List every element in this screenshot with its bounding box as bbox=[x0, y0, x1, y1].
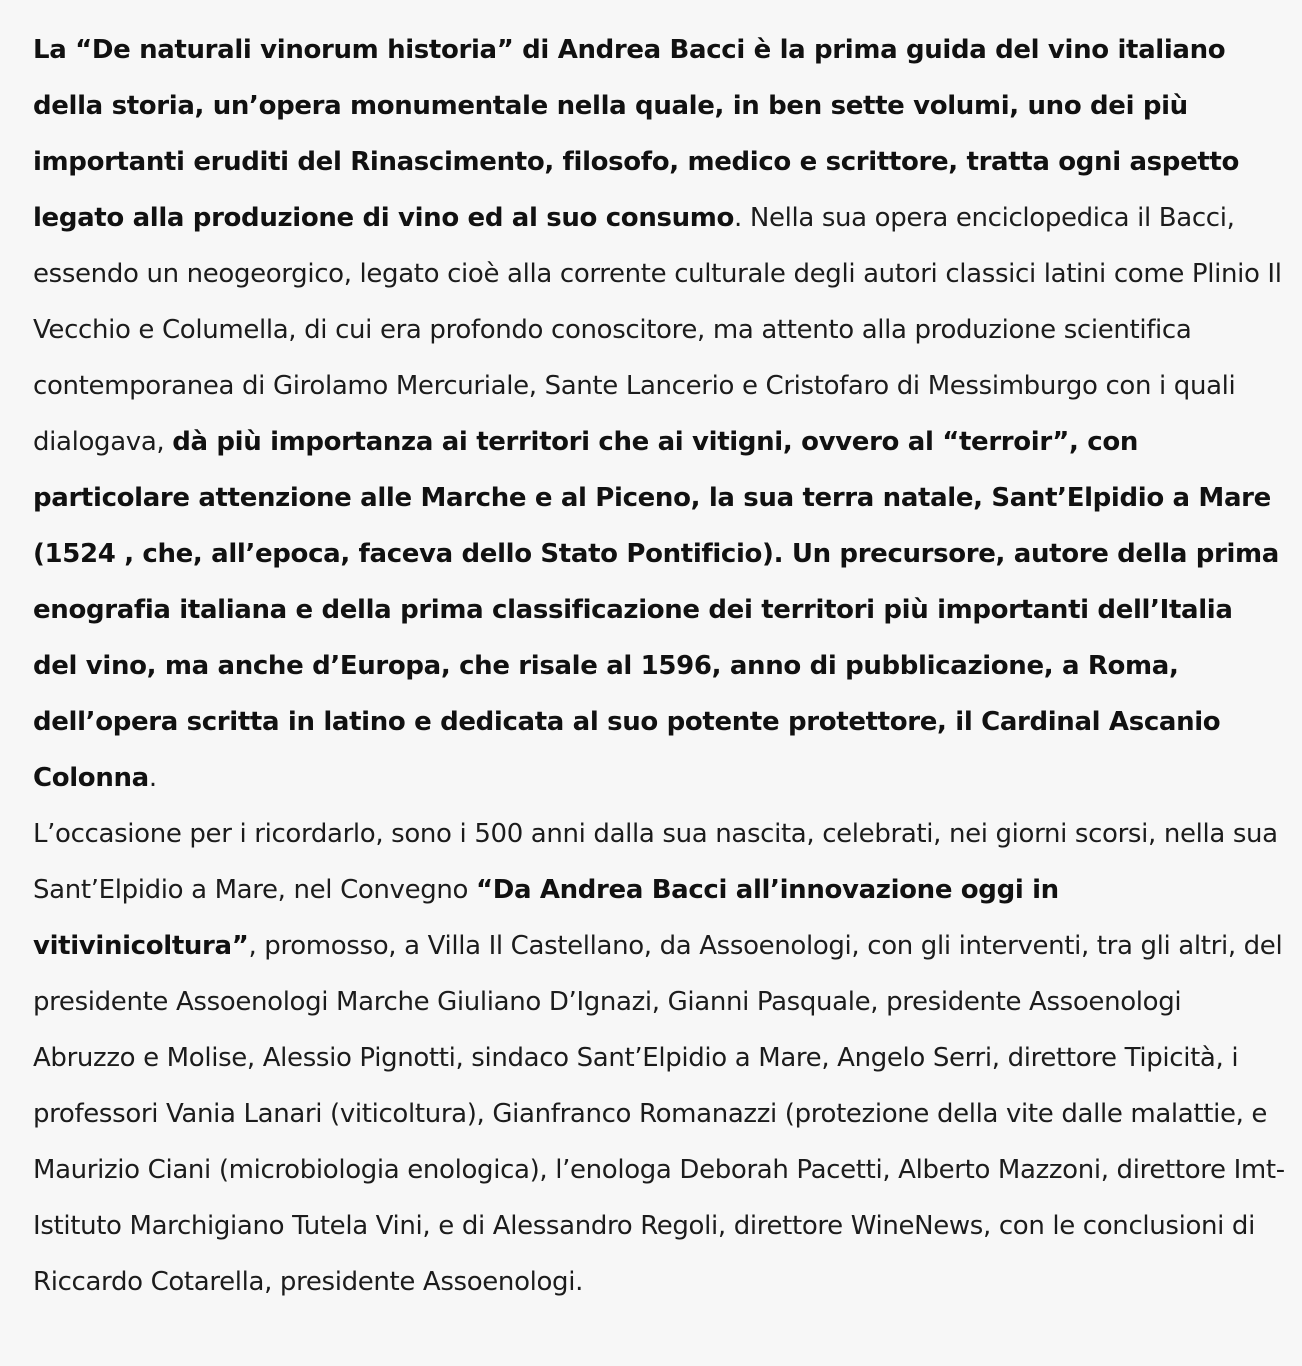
body-text: . Nella sua opera enciclopedica il Bacci, essendo un neogeorgico, legato cioè alla corrente culturale degli autori classici latini come Plinio Il Vecchio e Columella, di cui era profondo conoscitore, ma attento alla produzione scientifica contemporanea di Girolamo Mercuriale, Sante Lancerio e Cristofaro di Messimburgo con i quali dialogava, bbox=[33, 203, 1282, 457]
body-text: , promosso, a Villa Il Castellano, da Assoenologi, con gli interventi, tra gli altri, del presidente Assoenologi Marche Giuliano D’Ignazi, Gianni Pasquale, presidente Assoenologi Abruzzo e Molise, Alessio Pignotti, sindaco Sant’Elpidio a Mare, Angelo Serri, direttore Tipicità, i professori Vania Lanari (viticoltura), Gianfranco Romanazzi (protezione della vite dalle malattie, e Maurizio Ciani (microbiologia enologica), l’enologa Deborah Pacetti, Alberto Mazzoni, direttore Imt-Istituto Marchigiano Tutela Vini, e di Alessandro Regoli, direttore WineNews, con le conclusioni di Riccardo Cotarella, presidente Assoenologi. bbox=[33, 931, 1285, 1297]
bold-text: “Da Andrea Bacci all’innovazione oggi in vitivinicoltura” bbox=[33, 875, 1059, 961]
article-paragraph-2 bbox=[33, 806, 1285, 1310]
body-text: L’occasione per i ricordarlo, sono i 500 anni dalla sua nascita, celebrati, nei giorni scorsi, nella sua Sant’Elpidio a Mare, nel Convegno bbox=[33, 819, 1278, 905]
article-body bbox=[33, 22, 1285, 1310]
body-text: . bbox=[148, 763, 157, 793]
bold-text: dà più importanza ai territori che ai vitigni, ovvero al “terroir”, con particolare attenzione alle Marche e al Piceno, la sua terra natale, Sant’Elpidio a Mare (1524 , che, all’epoca, faceva dello Stato Pontificio). Un precursore, autore della prima enografia italiana e della prima classificazione dei territori più importanti dell’Italia del vino, ma anche d’Europa, che risale al 1596, anno di pubblicazione, a Roma, dell’opera scritta in latino e dedicata al suo potente protettore, il Cardinal Ascanio Colonna bbox=[33, 427, 1279, 793]
article-paragraph-1 bbox=[33, 22, 1285, 806]
bold-text: La “De naturali vinorum historia” di Andrea Bacci è la prima guida del vino italiano della storia, un’opera monumentale nella quale, in ben sette volumi, uno dei più importanti eruditi del Rinascimento, filosofo, medico e scrittore, tratta ogni aspetto legato alla produzione di vino ed al suo consumo bbox=[33, 35, 1240, 233]
